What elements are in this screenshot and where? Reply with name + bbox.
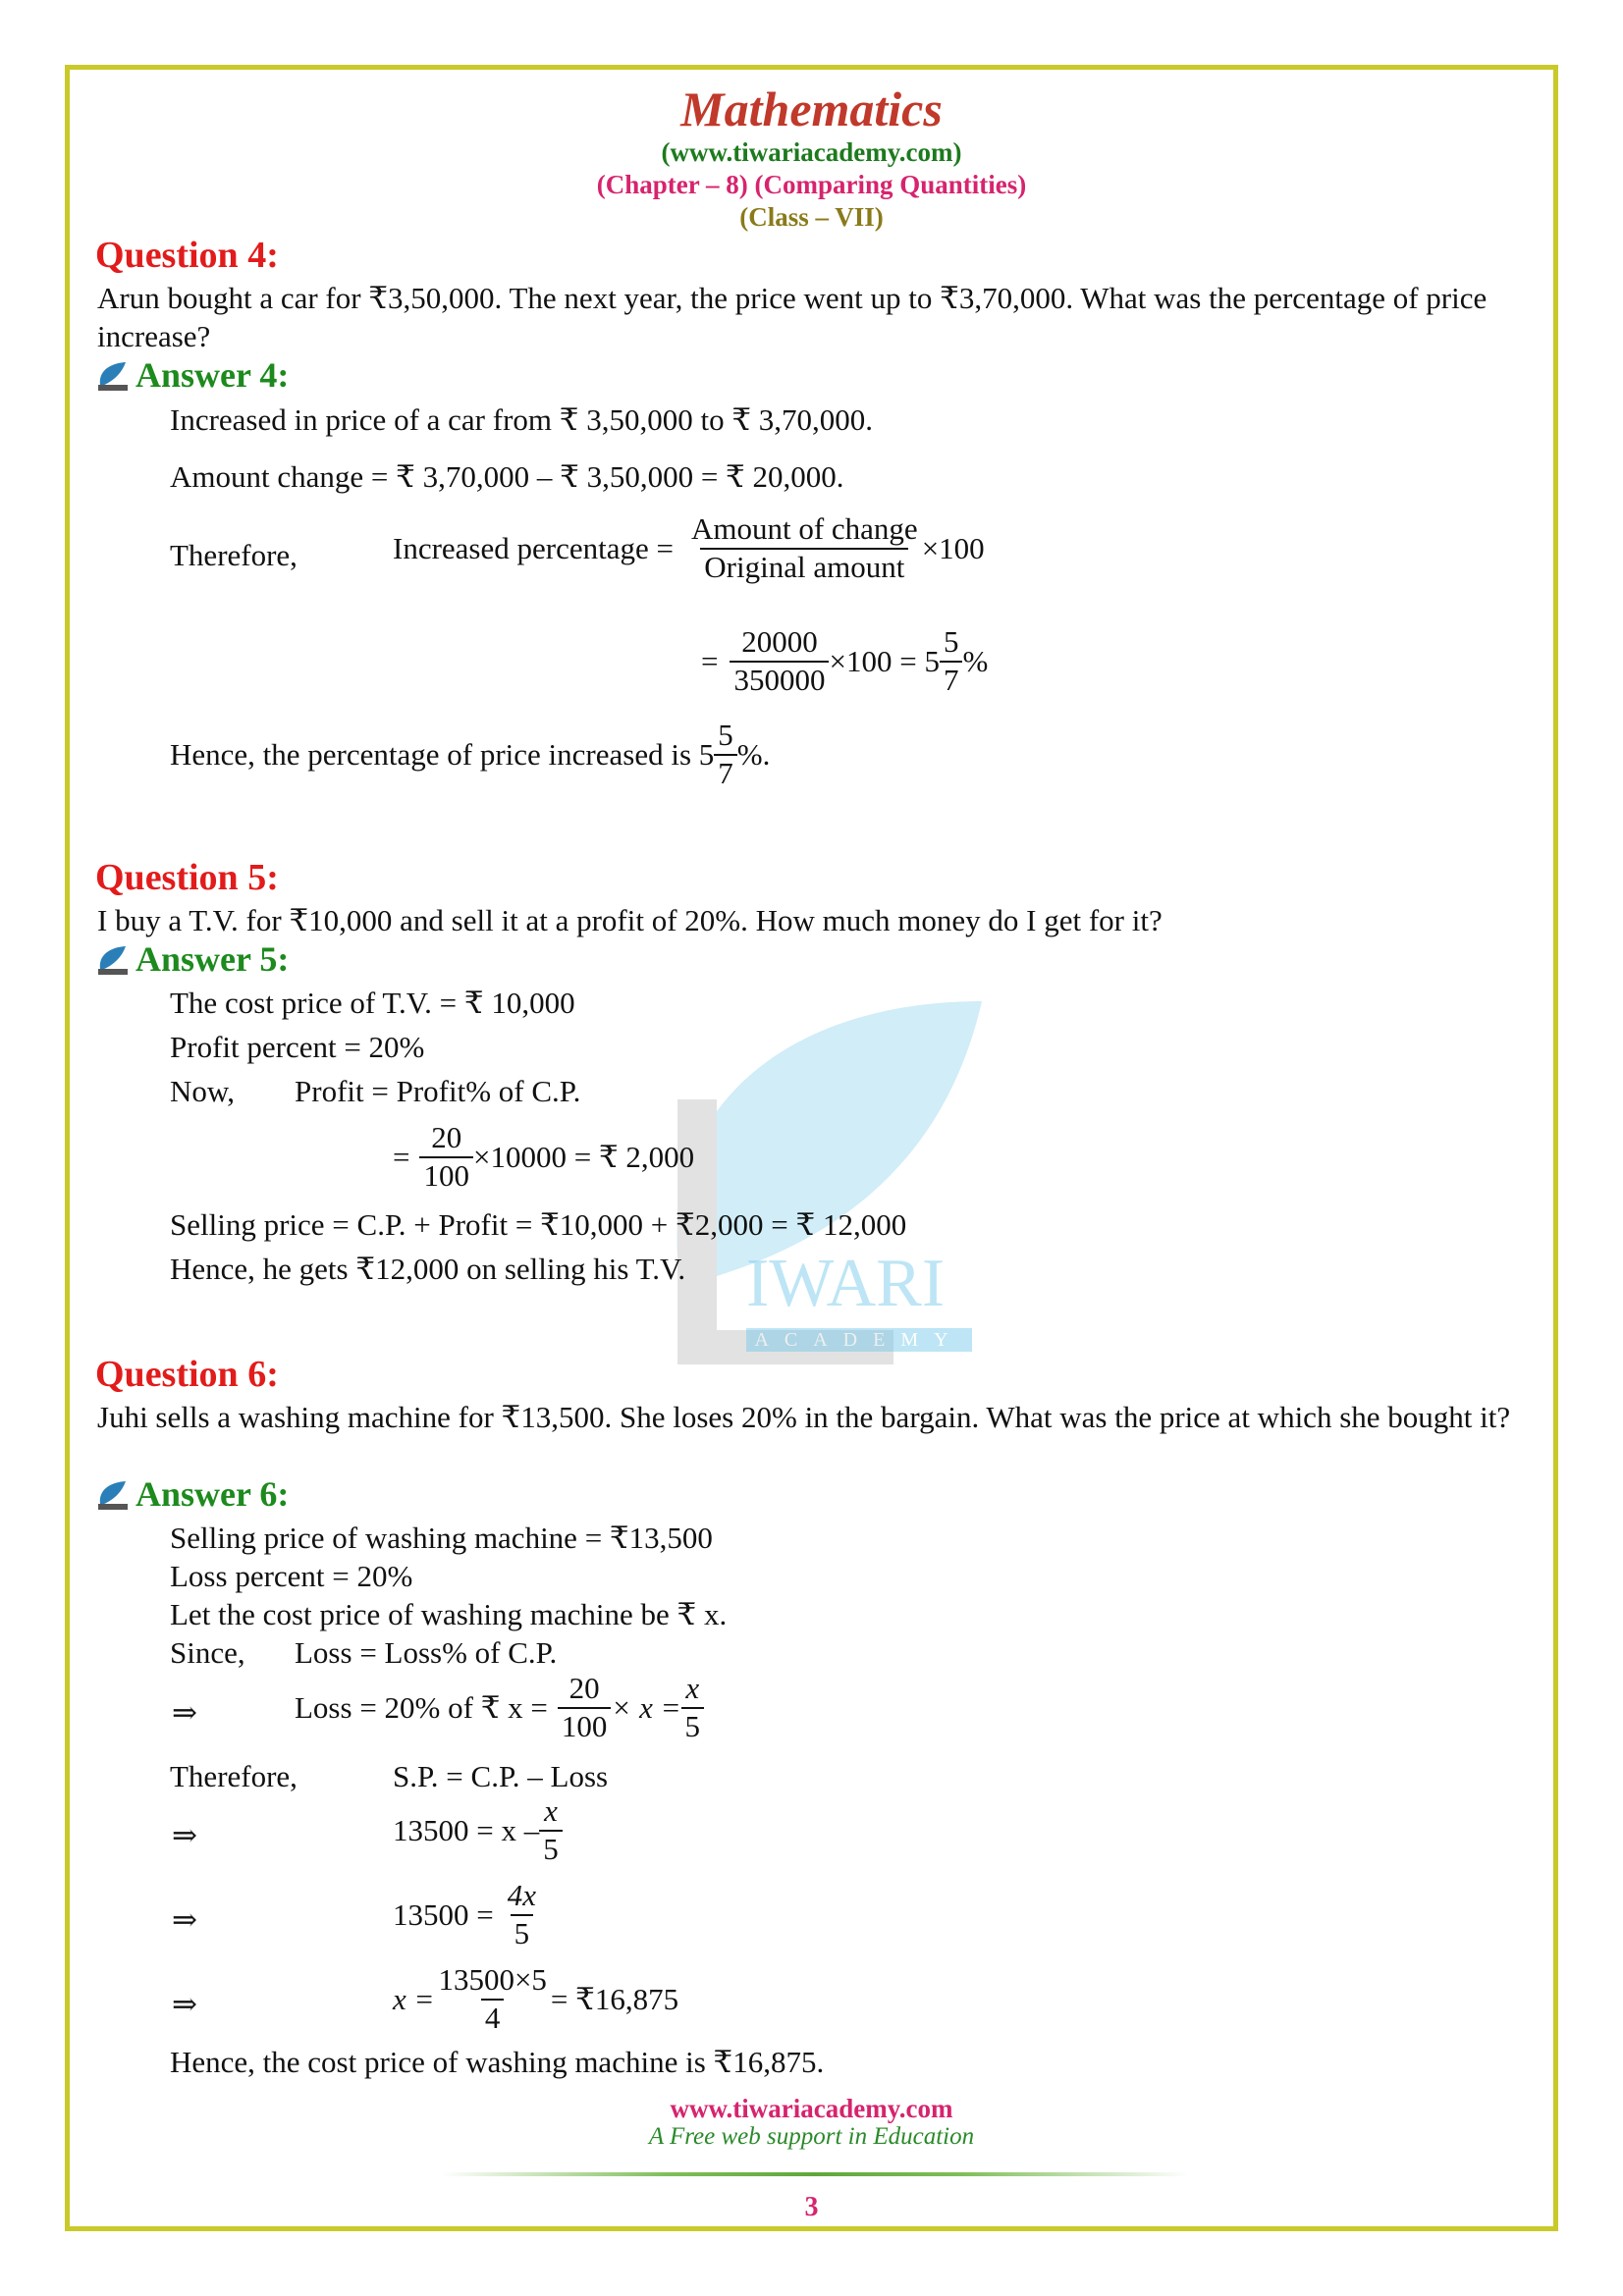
question-6-text: Juhi sells a washing machine for ₹13,500. She loses 20% in the bargain. What was the price at which she bought it? bbox=[97, 1400, 1511, 1434]
calc-equals: = bbox=[701, 643, 719, 678]
step-text: x = bbox=[393, 1981, 435, 2016]
fraction-numerator: 4x bbox=[507, 1878, 536, 1912]
watermark-word: IWARI bbox=[746, 1246, 946, 1321]
answer-6-conclusion: Hence, the cost price of washing machine is ₹16,875. bbox=[170, 2045, 825, 2079]
header-website[interactable]: (www.tiwariacademy.com) bbox=[661, 137, 962, 167]
step-text: 13500 = bbox=[393, 1896, 494, 1932]
answer-6-sp-formula: S.P. = C.P. – Loss bbox=[393, 1759, 609, 1793]
answer-4-therefore: Therefore, bbox=[170, 538, 298, 572]
answer-4-formula bbox=[393, 513, 985, 583]
question-5-text: I buy a T.V. for ₹10,000 and sell it at a profit of 20%. How much money do I get for it? bbox=[97, 903, 1163, 937]
answer-6-line-1: Selling price of washing machine = ₹13,500 bbox=[170, 1521, 713, 1555]
calc-fraction bbox=[419, 1122, 473, 1192]
calc-tail: ×10000 = ₹ 2,000 bbox=[472, 1139, 695, 1174]
fraction-denominator: Original amount bbox=[700, 548, 908, 584]
answer-5-line-2: Profit percent = 20% bbox=[170, 1030, 425, 1064]
answer-4-calc bbox=[701, 626, 988, 696]
question-4-heading: Question 4: bbox=[95, 235, 279, 276]
calc-middle: × x = bbox=[611, 1689, 681, 1725]
answer-4-line-2: Amount change = ₹ 3,70,000 – ₹ 3,50,000 = ₹ 20,000. bbox=[170, 459, 844, 494]
answer-6-heading: Answer 6: bbox=[135, 1474, 290, 1514]
fraction-denominator: 100 bbox=[419, 1156, 473, 1193]
tiwari-logo-icon bbox=[96, 943, 130, 977]
conclusion-text: Hence, the percentage of price increased is 5 bbox=[170, 736, 715, 772]
answer-6-loss-def: Loss = Loss% of C.P. bbox=[295, 1635, 558, 1670]
step-fraction bbox=[434, 1964, 550, 2034]
implies-arrow-4: ⇒ bbox=[172, 1987, 197, 2021]
fraction-numerator: 13500×5 bbox=[438, 1962, 547, 1997]
formula-tail: ×100 bbox=[921, 530, 985, 565]
answer-6-step-2 bbox=[393, 1880, 540, 1949]
fraction-numerator: 20000 bbox=[741, 624, 818, 659]
fraction-numerator: 5 bbox=[943, 624, 959, 659]
question-5-heading: Question 5: bbox=[95, 857, 279, 898]
implies-arrow-3: ⇒ bbox=[172, 1902, 197, 1937]
conclusion-fraction bbox=[714, 720, 737, 789]
calc-percent: % bbox=[962, 643, 989, 678]
answer-6-line-2: Loss percent = 20% bbox=[170, 1559, 413, 1593]
fraction-numerator: 5 bbox=[718, 718, 733, 752]
calc-label: Loss = 20% of ₹ x = bbox=[295, 1689, 548, 1725]
calc-result-fraction bbox=[681, 1673, 705, 1742]
calc-fraction bbox=[730, 626, 829, 696]
answer-4-conclusion bbox=[170, 720, 770, 789]
answer-6-loss-calc bbox=[295, 1673, 704, 1742]
footer-tagline: A Free web support in Education bbox=[648, 2123, 975, 2150]
question-6-heading: Question 6: bbox=[95, 1354, 279, 1395]
answer-4-line-1: Increased in price of a car from ₹ 3,50,000 to ₹ 3,70,000. bbox=[170, 402, 874, 437]
watermark-sub: ACADEMY bbox=[746, 1328, 972, 1352]
fraction-denominator: 100 bbox=[558, 1707, 612, 1743]
calc-fraction bbox=[558, 1673, 612, 1742]
fraction-numerator: 20 bbox=[431, 1120, 462, 1154]
answer-6-since: Since, bbox=[170, 1635, 245, 1670]
fraction-denominator: 4 bbox=[481, 1999, 505, 2035]
page-title: Mathematics bbox=[680, 81, 943, 136]
page-number: 3 bbox=[804, 2192, 819, 2222]
answer-5-calc bbox=[393, 1122, 694, 1192]
formula-fraction bbox=[687, 513, 922, 583]
tiwari-logo-icon bbox=[96, 359, 130, 393]
step-fraction bbox=[539, 1795, 563, 1865]
answer-6-therefore: Therefore, bbox=[170, 1759, 298, 1793]
fraction-numerator: x bbox=[544, 1793, 558, 1828]
answer-5-line-6: Hence, he gets ₹12,000 on selling his T.V. bbox=[170, 1252, 686, 1286]
header-chapter: (Chapter – 8) (Comparing Quantities) bbox=[596, 170, 1027, 199]
tiwari-logo-icon bbox=[96, 1478, 130, 1512]
formula-label: Increased percentage = bbox=[393, 530, 674, 565]
calc-middle: ×100 = 5 bbox=[829, 643, 940, 678]
answer-5-profit-def: Profit = Profit% of C.P. bbox=[295, 1074, 581, 1108]
fraction-numerator: Amount of change bbox=[690, 511, 918, 546]
fraction-denominator: 7 bbox=[940, 661, 963, 697]
footer-divider bbox=[442, 2172, 1188, 2176]
conclusion-percent: %. bbox=[736, 736, 771, 772]
answer-5-line-5: Selling price = C.P. + Profit = ₹10,000 + ₹2,000 = ₹ 12,000 bbox=[170, 1207, 907, 1242]
answer-4-heading: Answer 4: bbox=[135, 355, 290, 395]
answer-5-now: Now, bbox=[170, 1074, 236, 1108]
header-class: (Class – VII) bbox=[739, 202, 884, 232]
calc-equals: = bbox=[393, 1139, 410, 1174]
step-text: 13500 = x – bbox=[393, 1812, 540, 1847]
answer-5-heading: Answer 5: bbox=[135, 939, 290, 979]
implies-arrow-2: ⇒ bbox=[172, 1818, 197, 1852]
answer-6-line-3: Let the cost price of washing machine be ₹ x. bbox=[170, 1597, 728, 1631]
fraction-denominator: 5 bbox=[681, 1707, 705, 1743]
fraction-denominator: 5 bbox=[539, 1830, 563, 1866]
step-fraction bbox=[504, 1880, 540, 1949]
question-4-text: Arun bought a car for ₹3,50,000. The next year, the price went up to ₹3,70,000. What was the percentage of price increase? bbox=[97, 281, 1488, 353]
fraction-denominator: 5 bbox=[511, 1914, 534, 1950]
footer-website[interactable]: www.tiwariacademy.com bbox=[670, 2094, 953, 2123]
fraction-numerator: x bbox=[685, 1671, 700, 1705]
answer-6-step-3 bbox=[393, 1964, 678, 2034]
fraction-denominator: 350000 bbox=[730, 661, 829, 697]
implies-arrow-1: ⇒ bbox=[172, 1695, 197, 1730]
fraction-numerator: 20 bbox=[568, 1671, 600, 1705]
answer-5-line-1: The cost price of T.V. = ₹ 10,000 bbox=[170, 986, 575, 1020]
step-result: = ₹16,875 bbox=[550, 1981, 679, 2016]
calc-result-fraction bbox=[940, 626, 963, 696]
answer-6-step-1 bbox=[393, 1795, 563, 1865]
fraction-denominator: 7 bbox=[714, 754, 737, 790]
